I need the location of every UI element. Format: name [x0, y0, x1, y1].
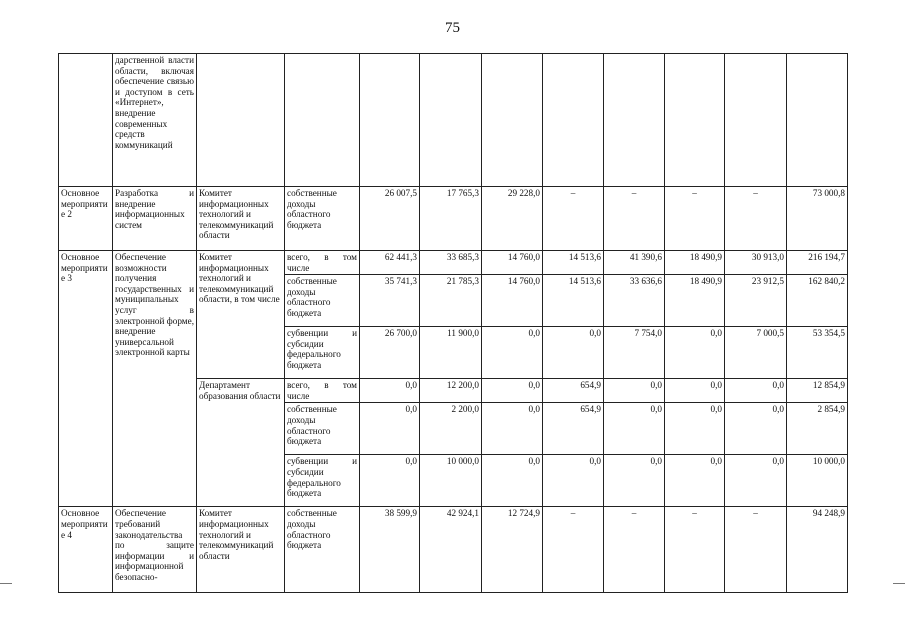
value-cell — [482, 54, 543, 187]
page-number: 75 — [445, 20, 460, 36]
value-cell: 0,0 — [604, 455, 665, 507]
value-cell: 21 785,3 — [420, 275, 482, 327]
value-cell: 0,0 — [604, 379, 665, 403]
value-cell: 654,9 — [543, 379, 604, 403]
value-cell: 0,0 — [482, 379, 543, 403]
value-cell: 0,0 — [725, 455, 787, 507]
value-cell — [360, 54, 420, 187]
value-cell: 10 000,0 — [787, 455, 848, 507]
value-cell: 17 765,3 — [420, 187, 482, 251]
source-cell: всего, в том числе — [285, 379, 360, 403]
description-cell: дарственной власти области, включая обеспечение связью и доступом в сеть «Интернет», внедрение современных средств коммуникаций — [113, 54, 197, 187]
scan-edge-mark-right — [893, 583, 905, 584]
value-cell: 0,0 — [665, 327, 725, 379]
value-cell: 14 760,0 — [482, 251, 543, 275]
value-cell: 2 200,0 — [420, 403, 482, 455]
source-cell: собственные доходы областного бюджета — [285, 403, 360, 455]
value-cell: 26 700,0 — [360, 327, 420, 379]
value-cell: 0,0 — [360, 379, 420, 403]
value-cell: 38 599,9 — [360, 507, 420, 593]
value-cell: 35 741,3 — [360, 275, 420, 327]
value-cell: 654,9 — [543, 403, 604, 455]
value-cell: 33 636,6 — [604, 275, 665, 327]
activity-cell: Основное мероприятие 2 — [59, 187, 113, 251]
value-cell: 2 854,9 — [787, 403, 848, 455]
value-cell — [665, 54, 725, 187]
description-cell: Обеспечение возможности получения государственных и муниципальных услуг в электронной форме, внедрение универсальной электронной карты — [113, 251, 197, 507]
value-cell: 14 513,6 — [543, 251, 604, 275]
value-cell: 26 007,5 — [360, 187, 420, 251]
value-cell: 0,0 — [665, 379, 725, 403]
value-cell: – — [543, 187, 604, 251]
source-cell: собственные доходы областного бюджета — [285, 507, 360, 593]
description-cell: Обеспечение требований законодательства по защите информации и информационной безопасно- — [113, 507, 197, 593]
value-cell: 12 724,9 — [482, 507, 543, 593]
value-cell: – — [665, 187, 725, 251]
value-cell: 41 390,6 — [604, 251, 665, 275]
table-row — [59, 251, 848, 275]
value-cell: 0,0 — [725, 379, 787, 403]
value-cell: 7 000,5 — [725, 327, 787, 379]
value-cell — [604, 54, 665, 187]
value-cell: 18 490,9 — [665, 275, 725, 327]
value-cell: 30 913,0 — [725, 251, 787, 275]
source-cell: собственные доходы областного бюджета — [285, 187, 360, 251]
scan-edge-mark-left — [0, 583, 12, 584]
value-cell: 0,0 — [482, 455, 543, 507]
source-cell: всего, в том числе — [285, 251, 360, 275]
value-cell: 94 248,9 — [787, 507, 848, 593]
value-cell: 11 900,0 — [420, 327, 482, 379]
executor-cell: Комитет информационных технологий и телекоммуникаций области — [197, 507, 285, 593]
source-cell: субвенции и субсидии федерального бюджета — [285, 455, 360, 507]
executor-cell: Департамент образования области — [197, 379, 285, 507]
value-cell: – — [725, 507, 787, 593]
value-cell: 162 840,2 — [787, 275, 848, 327]
value-cell: – — [543, 507, 604, 593]
source-cell — [285, 54, 360, 187]
value-cell: 14 760,0 — [482, 275, 543, 327]
value-cell: – — [725, 187, 787, 251]
value-cell — [725, 54, 787, 187]
executor-cell — [197, 54, 285, 187]
program-activities-table — [58, 53, 848, 593]
value-cell: 0,0 — [725, 403, 787, 455]
value-cell: 10 000,0 — [420, 455, 482, 507]
executor-cell: Комитет информационных технологий и телекоммуникаций области — [197, 187, 285, 251]
activity-cell: Основное мероприятие 3 — [59, 251, 113, 507]
value-cell: 33 685,3 — [420, 251, 482, 275]
value-cell: 62 441,3 — [360, 251, 420, 275]
value-cell: – — [665, 507, 725, 593]
value-cell: 0,0 — [665, 403, 725, 455]
value-cell: 0,0 — [360, 455, 420, 507]
value-cell: 12 200,0 — [420, 379, 482, 403]
source-cell: собственные доходы областного бюджета — [285, 275, 360, 327]
table-row — [59, 54, 848, 187]
value-cell: 0,0 — [543, 455, 604, 507]
value-cell — [543, 54, 604, 187]
value-cell: – — [604, 187, 665, 251]
value-cell: 42 924,1 — [420, 507, 482, 593]
value-cell: – — [604, 507, 665, 593]
value-cell — [420, 54, 482, 187]
activity-cell — [59, 54, 113, 187]
table-row — [59, 187, 848, 251]
activity-cell: Основное мероприятие 4 — [59, 507, 113, 593]
value-cell: 0,0 — [482, 403, 543, 455]
description-cell: Разработка и внедрение информационных систем — [113, 187, 197, 251]
value-cell: 73 000,8 — [787, 187, 848, 251]
source-cell: субвенции и субсидии федерального бюджета — [285, 327, 360, 379]
value-cell: 23 912,5 — [725, 275, 787, 327]
value-cell: 29 228,0 — [482, 187, 543, 251]
value-cell: 18 490,9 — [665, 251, 725, 275]
table-row — [59, 507, 848, 593]
value-cell: 0,0 — [360, 403, 420, 455]
value-cell: 7 754,0 — [604, 327, 665, 379]
value-cell — [787, 54, 848, 187]
value-cell: 14 513,6 — [543, 275, 604, 327]
executor-cell: Комитет информационных технологий и телекоммуникаций области, в том числе — [197, 251, 285, 379]
value-cell: 216 194,7 — [787, 251, 848, 275]
value-cell: 0,0 — [482, 327, 543, 379]
value-cell: 53 354,5 — [787, 327, 848, 379]
value-cell: 12 854,9 — [787, 379, 848, 403]
value-cell: 0,0 — [665, 455, 725, 507]
value-cell: 0,0 — [604, 403, 665, 455]
value-cell: 0,0 — [543, 327, 604, 379]
